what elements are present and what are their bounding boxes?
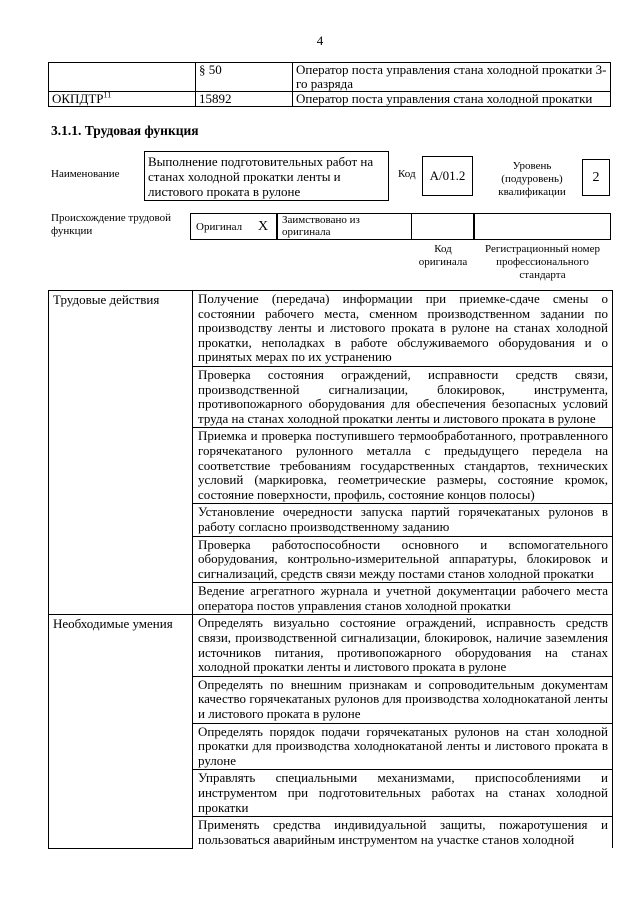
name-label: Наименование xyxy=(51,168,120,180)
list-item: Управлять специальными механизмами, приспособлениями и инструментом при подготовительных работах на станах холодной прокатки xyxy=(193,770,613,817)
page-number: 4 xyxy=(316,33,324,48)
list-item: Установление очередности запуска партий горячекатаных рулонов в работу согласно производственному заданию xyxy=(193,504,613,536)
category-cell: Трудовые действия xyxy=(49,291,193,615)
classifier-code: 15892 xyxy=(196,92,293,107)
classifier-code: § 50 xyxy=(196,63,293,92)
list-item: Применять средства индивидуальной защиты, пожаротушения и пользоваться аварийным инструментом на участке станов холодной xyxy=(193,817,613,849)
borrowed-label: Заимствовано из оригинала xyxy=(277,213,412,240)
list-item: Проверка работоспособности основного и вспомогательного оборудования, контрольно-измерительной аппаратуры, блокировок и сигнализаций, средств связи между постами станов холодной прокатки xyxy=(193,536,613,583)
code-label: Код xyxy=(398,168,416,180)
classifier-table xyxy=(48,62,611,107)
function-details-table xyxy=(48,290,613,849)
reg-number-label: Регистрационный номер профессионального стандарта xyxy=(484,243,601,281)
classifier-name-cell xyxy=(49,92,196,107)
list-item: Ведение агрегатного журнала и учетной документации рабочего места оператора постов управления станов холодной прокатки xyxy=(193,583,613,615)
level-label: Уровень (подуровень) квалификации xyxy=(498,160,566,198)
function-code-box: A/01.2 xyxy=(422,156,473,196)
origin-row xyxy=(190,213,412,240)
list-item: Получение (передача) информации при приемке-сдаче смены о состоянии рабочего места, сменном производственном задании по производству ленты и листового проката в рулоне на станах холодной прокатки, неполадках в работе обслуживаемого оборудования и о принятых мерах по их устранению xyxy=(193,291,613,367)
classifier-title: Оператор поста управления стана холодной прокатки xyxy=(293,92,611,107)
table-row xyxy=(49,63,611,92)
classifier-name: ОКПДТР xyxy=(52,91,104,106)
footnote-mark: 11 xyxy=(103,90,112,100)
list-item: Определять порядок подачи горячекатаных рулонов на стан холодной прокатки для производства холоднокатаной ленты и листового проката в рулоне xyxy=(193,723,613,770)
classifier-name xyxy=(49,63,196,92)
level-box: 2 xyxy=(582,159,610,196)
table-row xyxy=(49,615,613,676)
origin-label: Происхождение трудовой функции xyxy=(51,212,172,237)
list-item: Определять визуально состояние ограждений, исправность средств связи, производственной сигнализации, блокировок, наличие заземления источников питания, противопожарного оборудования на станах холодной прокатки ленты и листового проката в рулоне xyxy=(193,615,613,676)
table-row xyxy=(49,92,611,107)
classifier-title: Оператор поста управления стана холодной прокатки 3-го разряда xyxy=(293,63,611,92)
section-heading: 3.1.1. Трудовая функция xyxy=(51,123,199,138)
category-cell: Необходимые умения xyxy=(49,615,193,848)
list-item: Проверка состояния ограждений, исправности средств связи, производственной сигнализации, блокировок, инструмента, противопожарного оборудования для обеспечения безопасных условий труда на станах холодной прокатки ленты и листового проката в рулоне xyxy=(193,366,613,427)
original-mark: X xyxy=(250,213,277,240)
function-name-box: Выполнение подготовительных работ на станах холодной прокатки ленты и листового проката в рулоне xyxy=(144,151,389,201)
code-original-box xyxy=(412,213,474,240)
code-original-label: Код оригинала xyxy=(418,243,468,268)
reg-number-box xyxy=(474,213,611,240)
list-item: Приемка и проверка поступившего термообработанного, протравленного горячекатаного рулонного металла с предыдущего передела на соответствие требованиям государственных стандартов, технических условий (маркировка, геометрические размеры, состояние кромок, состояние поверхности, профиль, состояние концов полосы) xyxy=(193,428,613,504)
table-row xyxy=(49,291,613,367)
original-label: Оригинал xyxy=(190,213,250,240)
list-item: Определять по внешним признакам и сопроводительным документам качество горячекатаных рулонов для производства холоднокатаной ленты и листового проката в рулоне xyxy=(193,676,613,723)
